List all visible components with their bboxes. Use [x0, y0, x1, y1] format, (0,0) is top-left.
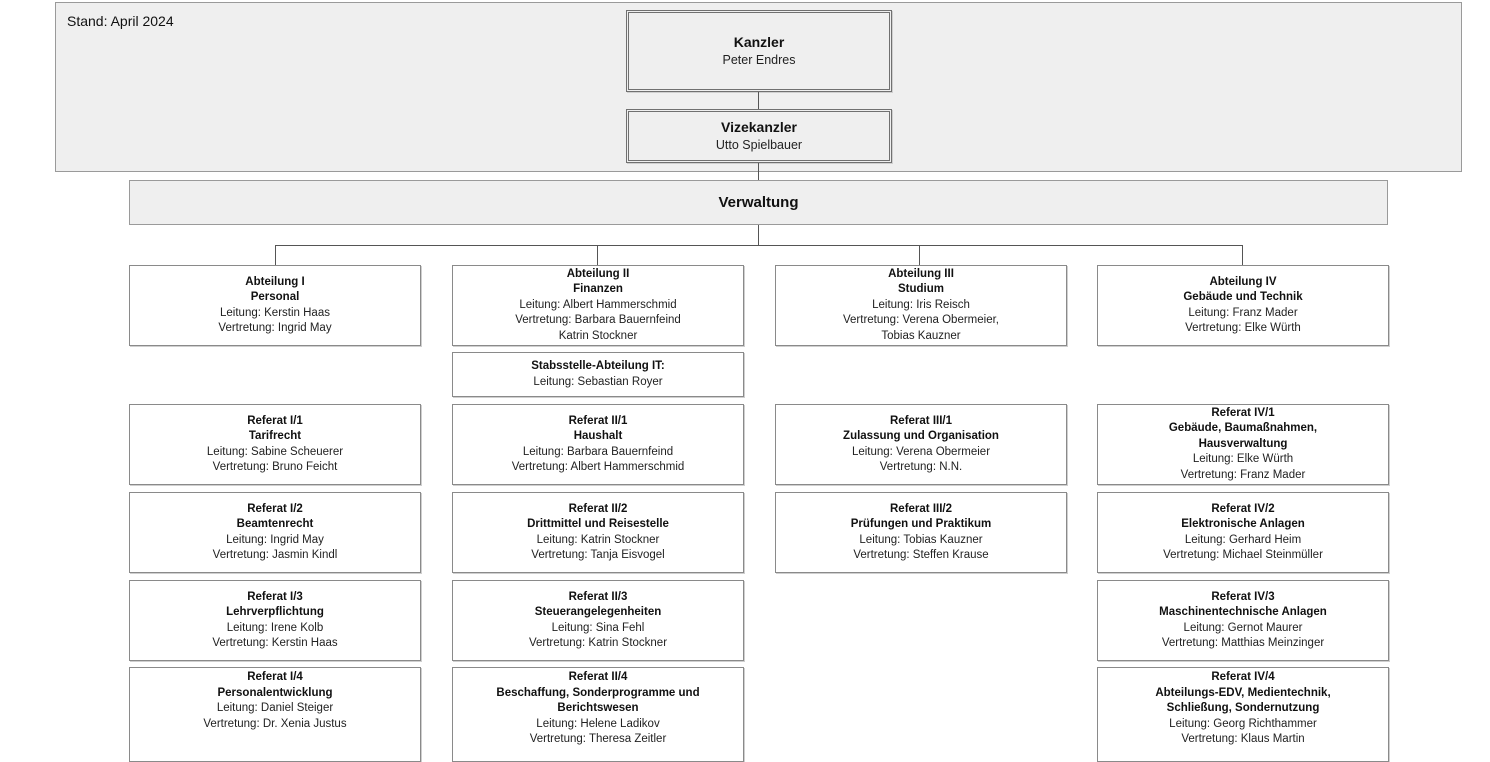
unit-person-line: Leitung: Tobias Kauzner: [859, 533, 983, 546]
connector: [275, 245, 1243, 246]
unit-title-line: Gebäude, Baumaßnahmen,: [1168, 422, 1318, 435]
unit-person-line: Leitung: Daniel Steiger: [216, 702, 334, 714]
unit-person-line: Leitung: Verena Obermeier: [851, 445, 991, 458]
referat-3-2-box: [775, 492, 1067, 573]
unit-person-line: Leitung: Helene Ladikov: [536, 717, 660, 730]
referat-1-3-box: [129, 580, 421, 661]
abteilung-4-box: [1097, 265, 1389, 346]
abteilung-1-box: [129, 265, 421, 346]
unit-title-line: Studium: [898, 283, 944, 296]
unit-person-line: Leitung: Albert Hammerschmid: [519, 298, 677, 311]
connector: [597, 245, 598, 265]
kanzler-title: Kanzler: [733, 34, 785, 50]
unit-person-line: Leitung: Sina Fehl: [551, 621, 645, 634]
unit-title-line: Referat II/4: [568, 671, 628, 683]
unit-title-line: Referat II/3: [568, 590, 628, 603]
verwaltung-label: Verwaltung: [718, 194, 799, 211]
unit-title-line: Abteilung III: [888, 267, 954, 280]
unit-person-line: Vertretung: Ingrid May: [218, 322, 332, 334]
unit-title-line: Haushalt: [573, 430, 623, 442]
unit-title-line: Beschaffung, Sonderprogramme und: [496, 686, 700, 699]
unit-person-line: Leitung: Iris Reisch: [872, 298, 970, 311]
unit-person-line: Leitung: Gernot Maurer: [1183, 621, 1303, 634]
unit-person-line: Vertretung: N.N.: [879, 461, 963, 473]
unit-title-line: Personalentwicklung: [217, 686, 333, 699]
unit-title-line: Referat II/2: [568, 502, 628, 515]
unit-title-line: Finanzen: [573, 283, 623, 296]
unit-person-line: Leitung: Barbara Bauernfeind: [522, 445, 674, 458]
unit-title-line: Referat IV/1: [1211, 406, 1275, 419]
unit-person-line: Leitung: Katrin Stockner: [536, 533, 660, 546]
unit-title-line: Abteilung I: [245, 275, 305, 288]
kanzler-name: Peter Endres: [722, 53, 796, 67]
referat-3-1-box: [775, 404, 1067, 485]
unit-person-line: Vertretung: Elke Würth: [1185, 322, 1301, 334]
unit-title-line: Abteilung IV: [1209, 275, 1277, 288]
unit-title-line: Personal: [250, 291, 300, 303]
unit-title-line: Gebäude und Technik: [1183, 291, 1303, 303]
kanzler-box: [626, 10, 892, 92]
unit-title-line: Lehrverpflichtung: [226, 606, 324, 618]
unit-title-line: Prüfungen und Praktikum: [850, 518, 992, 530]
unit-title-line: Referat I/3: [247, 590, 303, 603]
unit-person-line: Vertretung: Katrin Stockner: [528, 637, 668, 649]
unit-person-line: Vertretung: Matthias Meinzinger: [1161, 637, 1325, 649]
unit-title-line: Referat III/1: [890, 414, 952, 427]
unit-person-line: Vertretung: Franz Mader: [1180, 468, 1306, 481]
referat-4-4-box: [1097, 667, 1389, 762]
connector: [275, 245, 276, 265]
unit-person-line: Vertretung: Jasmin Kindl: [212, 549, 338, 561]
unit-person-line: Leitung: Kerstin Haas: [220, 306, 330, 319]
unit-title-line: Zulassung und Organisation: [843, 430, 999, 442]
unit-title-line: Referat II/1: [568, 414, 628, 427]
referat-2-1-box: [452, 404, 744, 485]
unit-person-line: Leitung: Gerhard Heim: [1184, 533, 1302, 546]
unit-person-line: Vertretung: Albert Hammerschmid: [511, 461, 685, 473]
unit-title-line: Referat I/2: [247, 502, 303, 515]
unit-title-line: Referat IV/2: [1211, 502, 1275, 515]
abteilung-2-box: [452, 265, 744, 346]
connector: [758, 163, 759, 180]
connector: [758, 92, 759, 109]
unit-person-line: Leitung: Franz Mader: [1188, 306, 1298, 319]
unit-person-line: Vertretung: Tanja Eisvogel: [531, 549, 665, 561]
referat-2-2-box: [452, 492, 744, 573]
unit-title-line: Steuerangelegenheiten: [534, 606, 662, 618]
unit-title-line: Referat IV/4: [1211, 671, 1275, 683]
unit-person-line: Vertretung: Bruno Feicht: [212, 461, 338, 473]
referat-2-4-box: [452, 667, 744, 762]
unit-title-line: Maschinentechnische Anlagen: [1159, 606, 1327, 618]
referat-4-2-box: [1097, 492, 1389, 573]
unit-title-line: Elektronische Anlagen: [1181, 518, 1305, 530]
connector: [758, 225, 759, 245]
unit-person-line: Leitung: Georg Richthammer: [1169, 717, 1317, 730]
unit-person-line: Vertretung: Steffen Krause: [853, 549, 989, 561]
referat-4-1-box: [1097, 404, 1389, 485]
unit-title-line: Hausverwaltung: [1198, 437, 1288, 450]
unit-person-line: Vertretung: Klaus Martin: [1181, 733, 1305, 745]
vizekanzler-title: Vizekanzler: [720, 119, 797, 135]
unit-title-line: Referat IV/3: [1211, 590, 1275, 603]
referat-2-3-box: [452, 580, 744, 661]
unit-title-line: Referat I/1: [247, 414, 303, 427]
referat-1-2-box: [129, 492, 421, 573]
unit-title-line: Berichtswesen: [557, 702, 639, 714]
stand-date: Stand: April 2024: [67, 13, 174, 29]
referat-1-4-box: [129, 667, 421, 762]
unit-person-line: Katrin Stockner: [558, 329, 638, 342]
connector: [1242, 245, 1243, 265]
unit-title-line: Referat I/4: [247, 671, 303, 683]
unit-person-line: Vertretung: Dr. Xenia Justus: [203, 717, 347, 730]
unit-title-line: Drittmittel und Reisestelle: [527, 518, 669, 530]
unit-title-line: Stabsstelle-Abteilung IT:: [531, 360, 665, 372]
unit-person-line: Vertretung: Barbara Bauernfeind: [515, 314, 681, 327]
unit-person-line: Leitung: Ingrid May: [226, 533, 324, 546]
vizekanzler-name: Utto Spielbauer: [715, 138, 803, 152]
vizekanzler-box: [626, 109, 892, 163]
unit-person-line: Vertretung: Theresa Zeitler: [529, 733, 667, 745]
stabsstelle-it-box: [452, 352, 744, 397]
unit-title-line: Referat III/2: [890, 502, 952, 515]
unit-person-line: Leitung: Elke Würth: [1192, 453, 1294, 466]
unit-title-line: Abteilungs-EDV, Medientechnik,: [1155, 686, 1331, 699]
unit-title-line: Tarifrecht: [248, 430, 302, 442]
connector: [919, 245, 920, 265]
referat-4-3-box: [1097, 580, 1389, 661]
unit-person-line: Vertretung: Verena Obermeier,: [843, 314, 999, 327]
unit-person-line: Tobias Kauzner: [881, 329, 961, 342]
unit-title-line: Schließung, Sondernutzung: [1166, 702, 1320, 714]
abteilung-3-box: [775, 265, 1067, 346]
unit-person-line: Vertretung: Michael Steinmüller: [1163, 549, 1323, 561]
unit-person-line: Leitung: Sabine Scheuerer: [206, 445, 344, 458]
unit-title-line: Abteilung II: [566, 267, 630, 280]
unit-title-line: Beamtenrecht: [236, 518, 314, 530]
unit-person-line: Leitung: Irene Kolb: [226, 621, 324, 634]
referat-1-1-box: [129, 404, 421, 485]
unit-person-line: Vertretung: Kerstin Haas: [212, 637, 338, 649]
unit-person-line: Leitung: Sebastian Royer: [533, 375, 663, 388]
